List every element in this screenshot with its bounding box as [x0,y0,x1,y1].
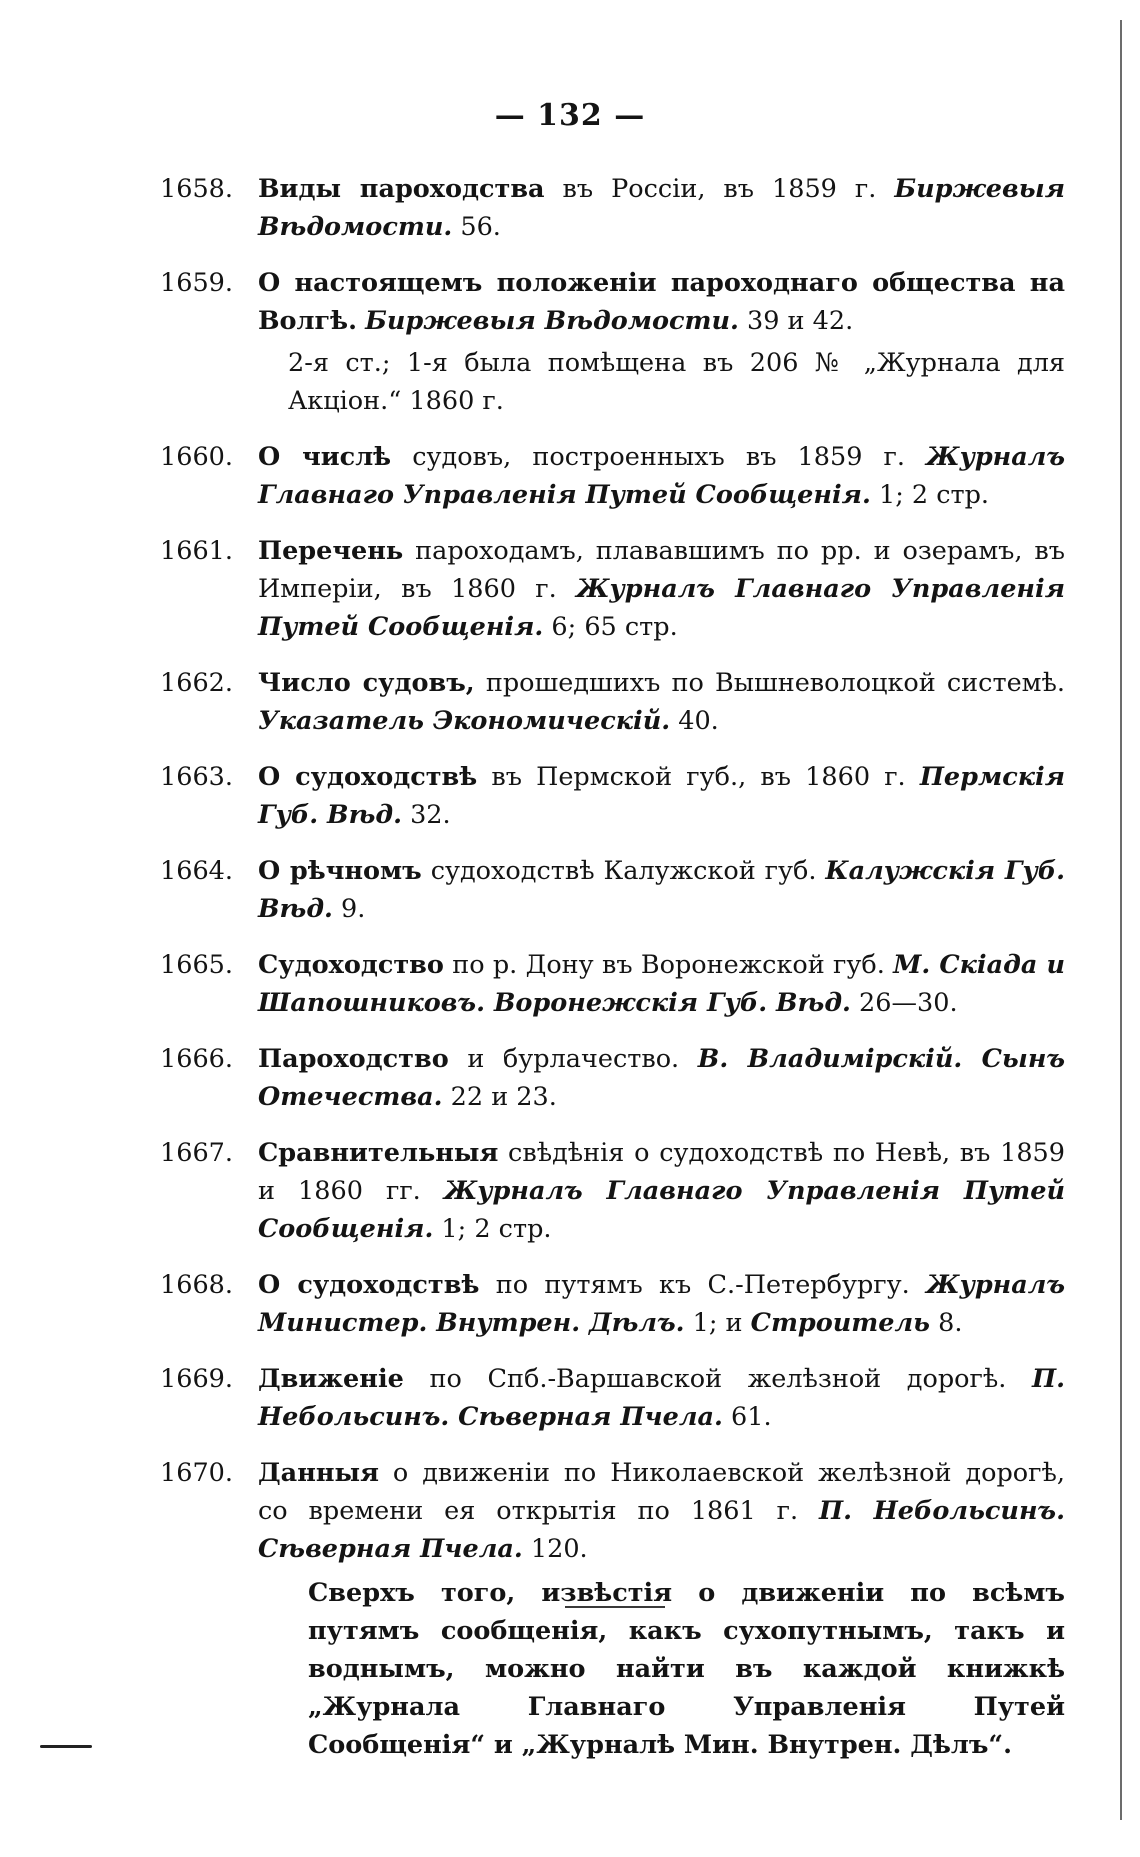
entry-title: Виды пароходства [258,174,545,204]
entry-number: 1661. [160,536,234,566]
list-item [160,438,1065,514]
bibliography-list [160,170,1065,1782]
entry-text: прошедшихъ по Вышневолоцкой системѣ. [474,668,1065,698]
entry-text: по Спб.-Варшавской желѣзной дорогѣ. [403,1364,1033,1394]
entry-tail: 1; 2 стр. [433,1214,552,1244]
entry-title: О судоходствѣ [258,1270,480,1300]
entry-number: 1668. [160,1270,234,1300]
entry-text: и бурлачество. [448,1044,698,1074]
entry-text [357,306,365,336]
list-item [160,170,1065,246]
entry-title: Пароходство [258,1044,449,1074]
entry-tail: 1; 2 стр. [870,480,990,510]
entry-number: 1663. [160,762,234,792]
entry-source: П. Небольсинъ. Сѣверная Пчела. [258,1364,1065,1432]
entry-source: Биржевыя Вѣдомости. [258,174,1065,242]
list-item [160,852,1065,928]
list-item [160,532,1065,646]
entry-text: пароходамъ, плававшимъ по рр. и озерамъ, въ Имперіи, въ 1860 г. [258,536,1065,604]
entry-source: Журналъ Главнаго Управленія Путей Сообщенія. [258,1176,1065,1244]
list-item [160,1454,1065,1764]
entry-note: 2-я ст.; 1-я была помѣщена въ 206 № „Журнала для Акціон.“ 1860 г. [288,348,1065,416]
entry-text: судовъ, построенныхъ въ 1859 г. [391,442,927,472]
entry-number: 1665. [160,950,234,980]
list-item [160,264,1065,420]
page-edge-line [1120,20,1122,1820]
entry-source: В. Владимірскій. Сынъ Отечества. [258,1044,1066,1112]
entry-tail: 40. [670,706,719,736]
entry-title: Судоходство [258,950,444,980]
list-item [160,1360,1065,1436]
entry-source: Биржевыя Вѣдомости. [365,306,739,336]
entry-text: судоходствѣ Калужской губ. [421,856,826,886]
list-item [160,1134,1065,1248]
list-item [160,1266,1065,1342]
list-item [160,664,1065,740]
entry-source: Калужскія Губ. Вѣд. [258,856,1065,924]
entry-number: 1667. [160,1138,234,1168]
end-rule [565,1606,665,1608]
margin-mark [40,1745,92,1748]
entry-title: Сравнительныя [258,1138,499,1168]
entry-number: 1659. [160,268,234,298]
entry-title: Число судовъ, [258,668,475,698]
entry-number: 1658. [160,174,234,204]
list-item [160,1040,1065,1116]
entry-source-secondary: Строитель [750,1308,931,1338]
list-item [160,758,1065,834]
entry-title: О судоходствѣ [258,762,478,792]
entry-source: Журналъ Главнаго Управленія Путей Сообщенія. [258,574,1065,642]
entry-number: 1669. [160,1364,234,1394]
entry-source: Указатель Экономическій. [258,706,671,736]
entry-tail: 56. [452,212,501,242]
entry-number: 1664. [160,856,234,886]
entry-title: О настоящемъ положеніи пароходнаго общества на Волгѣ. [258,268,1065,336]
entry-text: по р. Дону въ Воронежской губ. [443,950,894,980]
entry-tail: 32. [401,800,451,830]
page-number: — 132 — [494,98,646,133]
entry-source: Журналъ Министер. Внутрен. Дѣлъ. [258,1270,1065,1338]
entry-tail: 120. [522,1534,588,1564]
entry-number: 1662. [160,668,234,698]
entry-text: о движеніи по Николаевской желѣзной дорогѣ, со времени ея открытія по 1861 г. [258,1458,1065,1526]
entry-tail: 1; и [684,1308,751,1338]
entry-title: О рѣчномъ [258,856,422,886]
entry-text: по путямъ къ С.-Петербургу. [479,1270,927,1300]
entry-tail: 22 и 23. [442,1082,557,1112]
entry-number: 1666. [160,1044,234,1074]
entry-tail: 9. [332,894,366,924]
entry-number: 1660. [160,442,234,472]
entry-tail: 26—30. [850,988,958,1018]
entry-text: въ Россіи, въ 1859 г. [544,174,895,204]
entry-title: Перечень [258,536,404,566]
entry-tail: 39 и 42. [738,306,854,336]
entry-title: Движеніе [258,1364,404,1394]
list-item [160,946,1065,1022]
entry-text: въ Пермской губ., въ 1860 г. [477,762,920,792]
closing-note: Сверхъ того, извѣстія о движеніи по всѣмъ путямъ сообщенія, какъ сухопутнымъ, такъ и воднымъ, можно найти въ каждой книжкѣ „Журнала Главнаго Управленія Путей Сообщенія“ и „Журналѣ Мин. Внутрен. Дѣлъ“. [308,1578,1065,1760]
entry-text: свѣдѣнія о судоходствѣ по Невѣ, въ 1859 и 1860 гг. [258,1138,1065,1206]
entry-tail-secondary: 8. [930,1308,963,1338]
entry-tail: 61. [722,1402,772,1432]
entry-number: 1670. [160,1458,234,1488]
entry-title: О числѣ [258,442,392,472]
entry-source: Журналъ Главнаго Управленія Путей Сообщенія. [258,442,1065,510]
entry-title: Данныя [258,1458,379,1488]
entry-source: Пермскія Губ. Вѣд. [258,762,1065,830]
entry-source: М. Скіада и Шапошниковъ. Воронежскія Губ. Вѣд. [258,950,1065,1018]
entry-tail: 6; 65 стр. [543,612,678,642]
entry-source: П. Небольсинъ. Сѣверная Пчела. [258,1496,1065,1564]
